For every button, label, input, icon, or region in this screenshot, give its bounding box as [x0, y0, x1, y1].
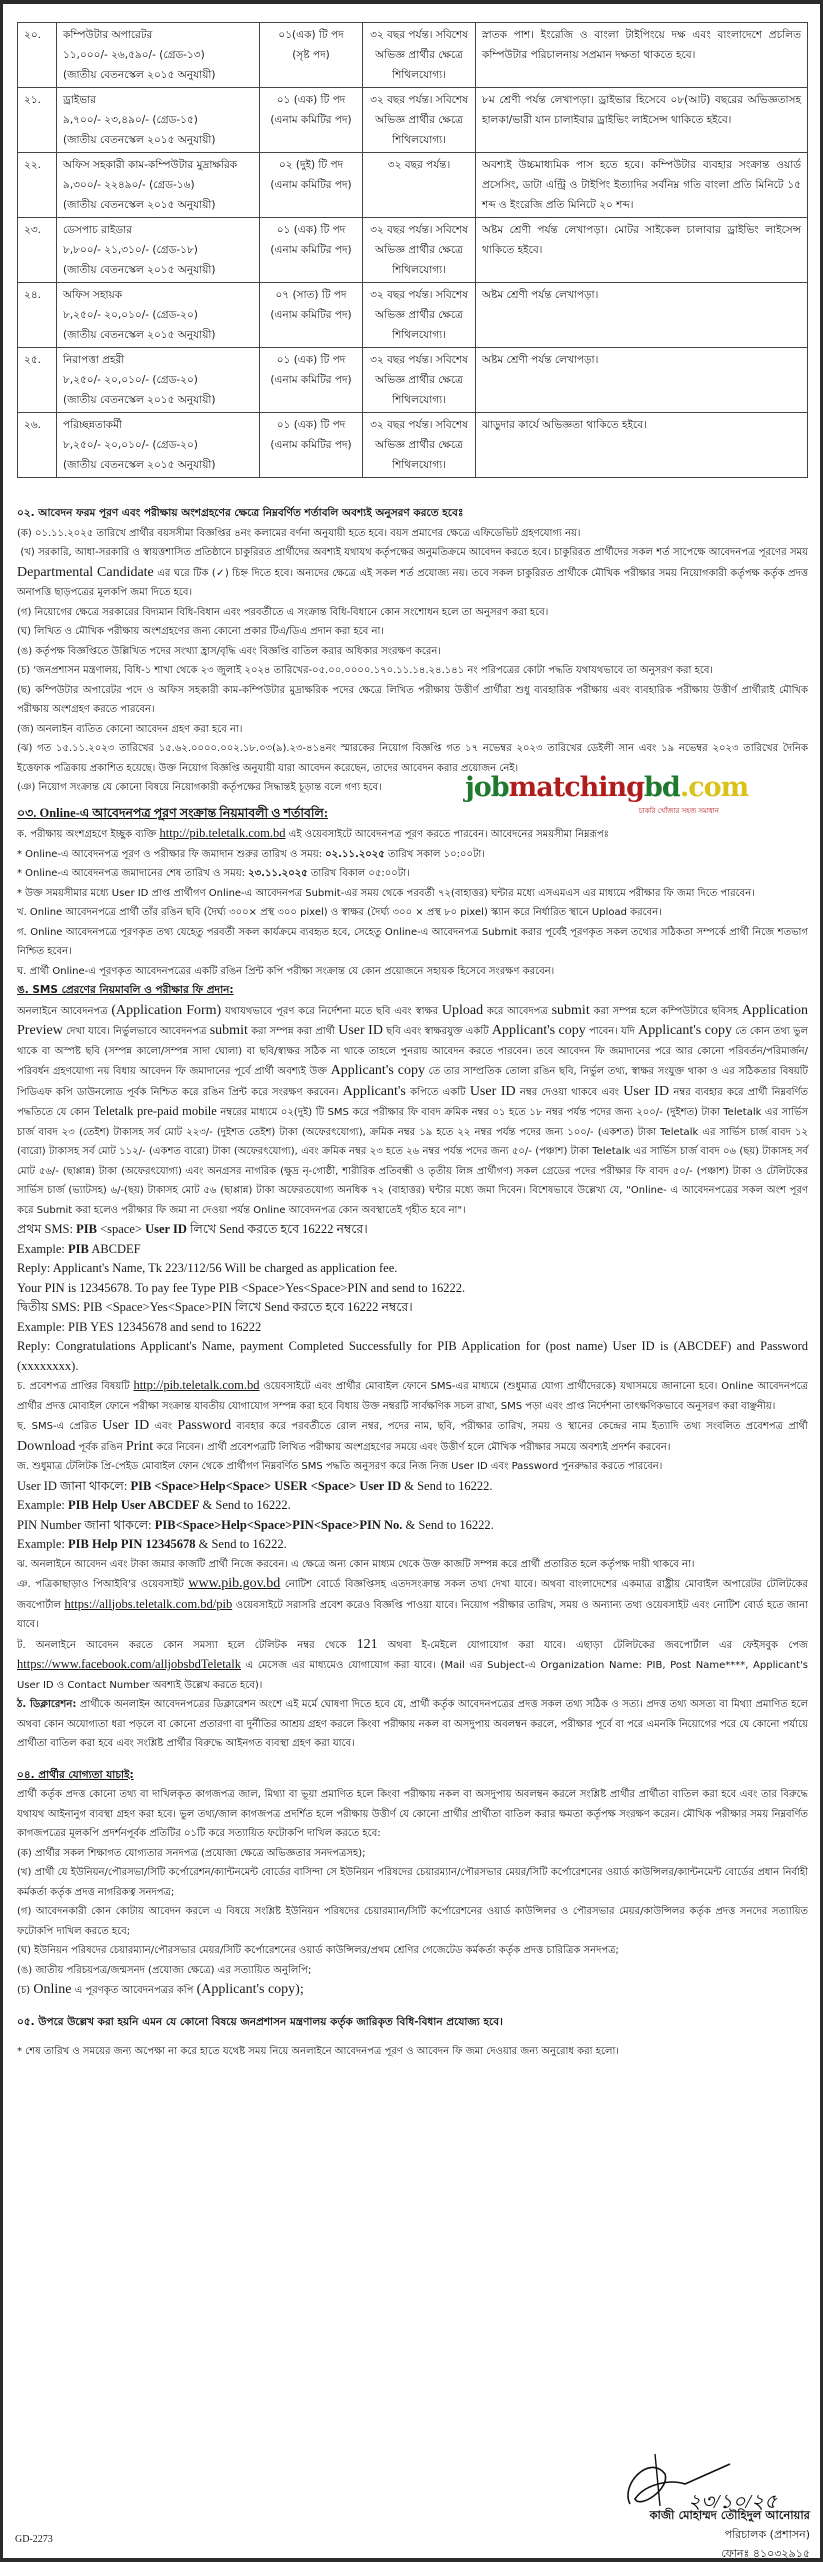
sms-paragraph: অনলাইনে আবেদনপত্র (Application Form) যথাযথভাবে পূরণ করে নির্দেশনা মতে ছবি এবং স্বাক্ষর Upload করে আবেদপত্র submit করা সম্পন্ন হলে কম্পিউটারে ছবিসহ Application Preview দেখা যাবে। নির্ভুলভাবে আবেদনপত্র submit করা সম্পন্ন করা প্রার্থী User ID ছবি এবং স্বাক্ষরযুক্ত একটি Applicant's copy পাবেন। যদি Applicant's copy তে কোন তথ্য ভুল থাকে বা অস্পষ্ট ছবি (সম্পন্ন কালো/সম্পন্ন সাদা ঘোলা) বা ছবি/স্বাক্ষর সঠিক না থাকে তাহলে পুনরায় আবেদন করতে পারবেন। তবে আবেদন ফি জমাদানের পরে আর কোনো পরিবর্তন/পরিমার্জন/পরিবর্ধন গ্রহণযোগ্য নয় বিধায় আবেদন ফি জমাদানের পূর্বে প্রার্থী অবশ্যই উক্ত Applicant's copy তে তার সাম্প্রতিক তোলা রঙিন ছবি, নির্ভুল তথ্য, স্বাক্ষর সংযুক্ত থাকা ও এর সঠিকতার বিষয়টি পিডিএফ কপি ডাউনলোড পূর্বক নিশ্চিত করে রঙিন প্রিন্ট করে সংরক্ষণ করবেন। Applicant's কপিতে একটি User ID নম্বর দেওয়া থাকবে এবং User ID নম্বর ব্যবহার করে প্রার্থী নিম্নবর্ণিত পদ্ধতিতে যে কোন Teletalk pre-paid mobile নম্বরের মাধ্যমে ০২(দুই) টি SMS করে পরীক্ষার ফি বাবদ ক্রমিক নম্বর ০১ হতে ১৮ নম্বর পর্যন্ত পদের জন্য ২০০/- (দুইশত) টাকা Teletalk এর সার্ভিস চার্জ বাবদ ২৩ (তেইশ) টাকাসহ সর্ব মোট ২২৩/- (দুইশত তেইশ) টাকা (অফেরৎযোগ্য), ক্রমিক নম্বর ১৯ হতে ২২ নম্বর পর্যন্ত পদের জন্য ১০০/- (একশত) টাকা Teletalk এর সার্ভিস চার্জ বাবদ ১২ (বারো) টাকাসহ সর্ব মোট ১১২/- (একশত বারো) টাকা (অফেরৎযোগ্য), এবং ক্রমিক নম্বর ২৩ হতে ২৬ নম্বর পর্যন্ত পদের জন্য ৫০/- (পঞ্চাশ) টাকা Teletalk এর সার্ভিস চার্জ বাবদ ০৬ (ছয়) টাকাসহ সর্ব মোট ৫৬/- (ছাপ্পান্ন) টাকা (অফেরৎযোগ্য) এবং অনগ্রসর নাগরিক (ক্ষুদ্র নৃ-গোষ্ঠী, শারীরিক প্রতিবন্ধী ও তৃতীয় লিঙ্গ প্রার্থীগণ) সকল গ্রেডের পদের পরীক্ষার ফি বাবদ ৫০/- (পঞ্চাশ) টাকা ও টেলিটকের সার্ভিস চার্জ (ভ্যাটসহ) ৬/-(ছয়) টাকাসহ মোট ৫৬ (ছাপ্পান্ন) টাকা অফেরতযোগ্য অনধিক ৭২ (বাহাত্তর) ঘন্টার মধ্যে জমা দিবেন। বিশেষভাবে উল্লেখ্য যে, "Online- এ আবেদনপত্রের সকল অংশ পূরণ করে Submit করা হলেও পরীক্ষার ফি জমা না দেওয়া পর্যন্ত Online আবেদনপত্র কোন অবস্থাতেই গৃহীত হবে না"। — [17, 1002, 809, 1216]
cell-age: ৩২ বছর পর্যন্ত। সবিশেষ অভিজ্ঞ প্রার্থীর ক্ষেত্রে শিথিলযোগ্য। — [363, 218, 476, 283]
condition-ka: (ক) ০১.১১.২০২৫ তারিখে প্রার্থীর বয়সসীমা বিজ্ঞপ্তির ৪নং কলামের বর্ণনা অনুযায়ী হতে হবে। বয়স প্রমাণের ক্ষেত্রে এফিডেভিট গ্রহণযোগ্য নয়। — [17, 527, 581, 539]
signatory-title: পরিচালক (প্রশাসন) — [724, 2528, 810, 2541]
cell-post: অফিস সহকারী কাম-কম্পিউটার মুদ্রাক্ষরিক ৯,৩০০/- ২২৪৯০/- (গ্রেড-১৬) (জাতীয় বেতনস্কেল ২০১৫ অনুযায়ী) — [57, 153, 260, 218]
cell-qual: ঝাড়ুদার কার্যে অভিজ্ঞতা থাকিতে হইবে। — [476, 413, 808, 478]
table-row — [18, 218, 808, 283]
reply-2: Reply: Congratulations Applicant's Name, payment Completed Successfully for PIB Application for (post name) User ID is (ABCDEF) and Password (xxxxxxxx). — [17, 1339, 808, 1373]
example-1: Example: PIB ABCDEF — [17, 1241, 141, 1256]
cell-sl: ২০. — [18, 23, 57, 88]
cell-post: অফিস সহায়ক ৮,২৫০/- ২০,০১০/- (গ্রেড-২০) (জাতীয় বেতনস্কেল ২০১৫ অনুযায়ী) — [57, 283, 260, 348]
cell-post: কম্পিউটার অপারেটর ১১,০০০/- ২৬,৫৯০/- (গ্রেড-১৩) (জাতীয় বেতনস্কেল ২০১৫ অনুযায়ী) — [57, 23, 260, 88]
eligibility-item: (ঙ) জাতীয় পরিচয়পত্র/জন্মসনদ (প্রযোজ্য ক্ষেত্রে) এর সত্যায়িত অনুলিপি; — [17, 1964, 312, 1976]
eligibility-item-ca: (চ) Online এ পূরণকৃত আবেদনপত্রর কপি (Applicant's copy); — [17, 1982, 304, 1997]
cell-sl: ২২. — [18, 153, 57, 218]
cell-qual: অবশ্যই উচ্চমাধ্যমিক পাস হতে হবে। কম্পিউটার ব্যবহার সংক্রান্ত ওয়ার্ড প্রসেসিং, ডাটা এন্ট্রি ও টাইপিং ইত্যাদির সর্বনিম্ন গতি বাংলা প্রতি মিনিটে ১৫ শব্দ ও ইংরেজি প্রতি মিনিটে ২০ শব্দ। — [476, 153, 808, 218]
cell-count: ০১ (এক) টি পদ (এনাম কমিটির পদ) — [260, 88, 363, 153]
section-5-heading: ০৫. উপরে উল্লেখ করা হয়নি এমন যে কোনো বিষয়ে জনপ্রশাসন মন্ত্রণালয় কর্তৃক জারিকৃত বিধি-বিধান প্রযোজ্য হবে। — [17, 2015, 503, 2028]
posts-table — [17, 22, 808, 478]
cell-count: ০২ (দুই) টি পদ (এনাম কমিটির পদ) — [260, 153, 363, 218]
condition-ga: (গ) নিয়োগের ক্ষেত্রে সরকারের বিদ্যমান বিধি-বিধান এবং পরবর্তীতে এ সংক্রান্ত বিধি-বিধানে কোন সংশোধন হলে তা অনুসরণ করা হবে। — [17, 606, 549, 618]
pib-website-link[interactable]: www.pib.gov.bd — [188, 1576, 281, 1591]
uid-known: User ID জানা থাকলে: PIB <Space>Help<Space> USER <Space> User ID & Send to 16222. — [17, 1478, 493, 1493]
cell-sl: ২৪. — [18, 283, 57, 348]
table-row — [18, 153, 808, 218]
cell-count: ০১ (এক) টি পদ (এনাম কমিটির পদ) — [260, 348, 363, 413]
cell-post: ডেসপাচ রাইডার ৮,৮০০/- ২১,৩১০/- (গ্রেড-১৮) (জাতীয় বেতনস্কেল ২০১৫ অনুযায়ী) — [57, 218, 260, 283]
note-jha: ঝ. অনলাইনে আবেদন এবং টাকা জমার কাজটি প্রার্থী নিজে করবেন। এ ক্ষেত্রে অন্য কোন মাধ্যম থেকে উক্ত কাজটি সম্পন্ন করে প্রার্থী প্রতারিত হলে কর্তৃপক্ষ দায়ী থাকবে না। — [17, 1558, 695, 1570]
cell-count: ০১(এক) টি পদ (সৃষ্ট পদ) — [260, 23, 363, 88]
cell-qual: স্নাতক পাশ। ইংরেজি ও বাংলা টাইপিংয়ে দক্ষ এবং বাংলাদেশে প্রচলিত কম্পিউটার পরিচালনায় সপ্রমান দক্ষতা থাকতে হবে। — [476, 23, 808, 88]
condition-cha: (ছ) কম্পিউটার অপারেটর পদে ও অফিস সহকারী কাম-কম্পিউটার মুদ্রাক্ষরিক পদের ক্ষেত্রে লিখিত পরীক্ষায় উত্তীর্ণ প্রার্থীরা শুধু ব্যবহারিক পরীক্ষায় এবং ব্যবহারিক পরীক্ষায় উত্তীর্ণ প্রার্থীরাই মৌখিক পরীক্ষায় অংশগ্রহণ করতে পারবেন। — [17, 684, 808, 715]
cell-age: ৩২ বছর পর্যন্ত। সবিশেষ অভিজ্ঞ প্রার্থীর ক্ষেত্রে শিথিলযোগ্য। — [363, 23, 476, 88]
condition-kha: (খ) সরকারি, আধা-সরকারি ও স্বায়ত্তশাসিত প্রতিষ্ঠানে চাকুরিরত প্রার্থীদের অবশ্যই যথাযথ কর্তৃপক্ষের অনুমতিক্রমে আবেদন করতে হবে। চাকুরিরত প্রার্থীদের সকল শর্ত সাপেক্ষে আবেদনপত্র পূরণের সময় Departmental Candidate এর ঘরে টিক (✓) চিহ্ন দিতে হবে। অন্যদের ক্ষেত্রে এই সকল শর্ত প্রযোজ্য নয়। তবে সকল চাকুরিরত প্রার্থীকে মৌখিক পরীক্ষার সময় নিয়োগকারী কর্তৃপক্ষ কর্তৃক প্রদত্ত অনাপত্তি ছাড়পত্রের মূলকপি জমা দিতে হবে। — [17, 547, 808, 598]
deadline-note: * শেষ তারিখ ও সময়ের জন্য অপেক্ষা না করে হাতে যথেষ্ট সময় নিয়ে অনলাইনে আবেদনপত্র পূরণ ও আবেদন ফি জমা দেওয়ার জন্য অনুরোধ করা হলো। — [17, 2046, 619, 2057]
section-4-heading: ০৪. প্রার্থীর যোগ্যতা যাচাই: — [17, 1768, 134, 1781]
online-ka: ক. পরীক্ষায় অংশগ্রহণে ইচ্ছুক ব্যক্তি http://pib.teletalk.com.bd এই ওয়েবসাইটে আবেদনপত্র পূরণ করতে পারবেন। আবেদনের সময়সীমা নিম্নরূপঃ — [17, 826, 609, 840]
cell-count: ০১ (এক) টি পদ (এনাম কমিটির পদ) — [260, 413, 363, 478]
online-fee-window: * উক্ত সময়সীমার মধ্যে User ID প্রাপ্ত প্রার্থীগণ Online-এ আবেদনপত্র Submit-এর সময় থেকে পরবর্তী ৭২(বাহাত্তর) ঘন্টার মধ্যে এসএমএস এর মাধ্যমে পরীক্ষার ফি জমা দিতে পারবেন। — [17, 887, 755, 899]
teletalk-link[interactable]: http://pib.teletalk.com.bd — [159, 826, 286, 840]
condition-nio: (ঞ) নিয়োগ সংক্রান্ত যে কোনো বিষয়ে নিয়োগকারী কর্তৃপক্ষের সিদ্ধান্তই চূড়ান্ত বলে গণ্য হবে। — [17, 782, 382, 793]
online-ga: গ. Online আবেদনপত্রে পূরণকৃত তথ্য যেহেতু পরবর্তী সকল কার্যক্রমে ব্যবহৃত হবে, সেহেতু Online-এ আবেদনপত্র Submit করার পূর্বেই পূরণকৃত সকল তথ্যের সঠিকতা সম্পর্কে প্রার্থী নিজে শতভাগ নিশ্চিত হবেন। — [17, 926, 808, 957]
cell-qual: ৮ম শ্রেণী পর্যন্ত লেখাপড়া। ড্রাইভার হিসেবে ০৮(আট) বছরের অভিজ্ঞতাসহ হালকা/ভারী যান চালাইবার ড্রাইভিং লাইসেন্স থাকিতে হইবে। — [476, 88, 808, 153]
online-end-date: * Online-এ আবেদনপত্র জমাদানের শেষ তারিখ ও সময়: ২৩.১১.২০২৫ তারিখ বিকাল ০৫:০০টা। — [17, 868, 410, 879]
cell-age: ৩২ বছর পর্যন্ত। — [363, 153, 476, 218]
eligibility-item: (ঘ) ইউনিয়ন পরিষদের চেয়ারম্যান/পৌরসভার মেয়র/সিটি কর্পোরেশনের ওয়ার্ড কাউন্সিলর/প্রথম শ্রেণির গেজেটেড কর্মকর্তা কর্তৃক প্রদত্ত চারিত্রিক সনদপত্র; — [17, 1945, 619, 1956]
signatory — [649, 2506, 810, 2563]
section-5 — [17, 2013, 808, 2062]
cell-qual: অষ্টম শ্রেণী পর্যন্ত লেখাপড়া। মোটর সাইকেল চালাবার ড্রাইভিং লাইসেন্স থাকিতে হইবে। — [476, 218, 808, 283]
cell-sl: ২১. — [18, 88, 57, 153]
cell-post: নিরাপত্তা প্রহরী ৮,২৫০/- ২০,০১০/- (গ্রেড-২০) (জাতীয় বেতনস্কেল ২০১৫ অনুযায়ী) — [57, 348, 260, 413]
cell-age: ৩২ বছর পর্যন্ত। সবিশেষ অভিজ্ঞ প্রার্থীর ক্ষেত্রে শিথিলযোগ্য। — [363, 348, 476, 413]
uid-example: Example: PIB Help User ABCDEF & Send to 16222. — [17, 1498, 291, 1512]
table-row — [18, 348, 808, 413]
table-row — [18, 413, 808, 478]
cell-qual: অষ্টম শ্রেণী পর্যন্ত লেখাপড়া। — [476, 283, 808, 348]
alljobs-link[interactable]: https://alljobs.teletalk.com.bd/pib — [64, 1596, 233, 1611]
logo-tagline: চাকরি খোঁজার সহজ সমাধান — [638, 807, 719, 815]
recovery-ja: জ. শুধুমাত্র টেলিটক প্রি-পেইড মোবাইল ফোন থেকে প্রার্থীগণ নিম্নবর্ণিত SMS পদ্ধতি অনুসরণ করে নিজ নিজ User ID এবং Password পুনরুদ্ধার করতে পারবেন। — [17, 1461, 663, 1472]
reply-1b: Your PIN is 12345678. To pay fee Type PIB <Space>Yes<Space>PIN and send to 16222. — [17, 1280, 466, 1295]
cell-post: ড্রাইভার ৯,৭০০/- ২৩,৪৯০/- (গ্রেড-১৫) (জাতীয় বেতনস্কেল ২০১৫ অনুযায়ী) — [57, 88, 260, 153]
condition-ja: (জ) অনলাইন ব্যতিত কোনো আবেদন গ্রহণ করা হবে না। — [17, 723, 243, 735]
online-start-date: * Online-এ আবেদনপত্র পূরণ ও পরীক্ষার ফি জমাদান শুরুর তারিখ ও সময়: ০২.১১.২০২৫ তারিখ সকাল ১০:০০টা। — [17, 848, 485, 860]
cell-count: ০১ (এক) টি পদ (এনাম কমিটির পদ) — [260, 218, 363, 283]
example-2: Example: PIB YES 12345678 and send to 16222 — [17, 1319, 262, 1334]
table-row — [18, 88, 808, 153]
second-sms: দ্বিতীয় SMS: PIB <Space>Yes<Space>PIN লিখে Send করতে হবে 16222 নম্বরে। — [17, 1300, 413, 1314]
admit-card-cha: ছ. SMS-এ প্রেরিত User ID এবং Password ব্যবহার করে পরবর্তীতে রোল নম্বর, পদের নাম, ছবি, পরীক্ষার তারিখ, সময় ও স্থানের কেন্দ্রের নাম ইত্যাদি তথ্য সংবলিত প্রবেশপত্র প্রার্থী Download পূর্বক রঙিন Print করে নিবেন। প্রার্থী প্রবেশপত্রটি লিখিত পরীক্ষায় অংশগ্রহণের সময়ে এবং উত্তীর্ণ হলে মৌখিক পরীক্ষার সময়ে অবশ্যই প্রদর্শন করবেন। — [17, 1418, 808, 1454]
section-3-heading: ০৩. Online-এ আবেদনপত্র পূরণ সংক্রান্ত নিয়মাবলী ও শর্তাবলি: — [17, 805, 328, 820]
cell-age: ৩২ বছর পর্যন্ত। সবিশেষ অভিজ্ঞ প্রার্থীর ক্ষেত্রে শিথিলযোগ্য। — [363, 283, 476, 348]
eligibility-intro: প্রার্থী কর্তৃক প্রদত্ত কোনো তথ্য বা দাখিলকৃত কাগজপত্র জাল, মিথ্যা বা ভূয়া প্রমাণিত হলে কিংবা পরীক্ষায় নকল বা অসদুপায় অবলম্বন করলে সংশ্লিষ্ট প্রার্থীর প্রার্থীতা বাতিল করা হবে এবং তার বিরুদ্ধে যথাযথ আইনানুগ ব্যবস্থা গ্রহণ করা হবে। ভুল তথ্য/জাল কাগজপত্র প্রদর্শিত হলে পরীক্ষায় উত্তীর্ণ যে কোনো প্রার্থীর প্রার্থীতা বাতিল করার ক্ষমতা কর্তৃপক্ষ সংরক্ষণ করেন। মৌখিক পরীক্ষার সময় নিম্নবর্ণিত কাগজপত্রের মূলকপি প্রদর্শনপূর্বক প্রতিটির ০১টি করে সত্যায়িত ফটোকপি দাখিল করতে হবে: — [17, 1789, 808, 1839]
eligibility-item: (ক) প্রার্থীর সকল শিক্ষাগত যোগ্যতার সনদপত্র (প্রযোজ্য ক্ষেত্রে অভিজ্ঞতার সনদপত্রসহ); — [17, 1847, 366, 1859]
first-sms: প্রথম SMS: PIB <space> User ID লিখে Send করতে হবে 16222 নম্বরে। — [17, 1222, 368, 1236]
cell-sl: ২৬. — [18, 413, 57, 478]
svg-text:২৩/১০/২৫: ২৩/১০/২৫ — [688, 2491, 778, 2513]
table-row — [18, 283, 808, 348]
eligibility-item: (গ) আবেদনকারী কোন কোটায় আবেদন করলে এ বিষয়ে সংশ্লিষ্ট ইউনিয়ন পরিষদের চেয়ারম্যান/সিটি কর্পোরেশনের ওয়ার্ড কাউন্সিলর ও পৌরসভার মেয়র/কাউন্সিলর কর্তৃক প্রদত্ত সনদের সত্যায়িত ফটোকপি দাখিল করতে হবে; — [17, 1906, 808, 1937]
signatory-name: কাজী মোহাম্মদ তৌহিদুল আনোয়ার — [649, 2508, 810, 2522]
pin-known: PIN Number জানা থাকলে: PIB<Space>Help<Space>PIN<Space>PIN No. & Send to 16222. — [17, 1517, 494, 1532]
notice-body — [17, 22, 808, 2062]
eligibility-item: (খ) প্রার্থী যে ইউনিয়ন/পৌরসভা/সিটি কর্পোরেশন/ক্যান্টনমেন্ট বোর্ডের বাসিন্দা সে ইউনিয়ন পরিষদের চেয়ারম্যান/পৌরসভার মেয়র/সিটি কর্পোরেশনের ওয়ার্ড কাউন্সিলর/ক্যান্টনমেন্ট বোর্ডের প্রধান নির্বাহী কর্মকর্তা কর্তৃক প্রদত্ত নাগরিকত্ব সনদপত্র; — [17, 1867, 808, 1898]
online-gha: ঘ. প্রার্থী Online-এ পূরণকৃত আবেদনপত্রের একটি রঙিন প্রিন্ট কপি পরীক্ষা সংক্রান্ত যে কোন প্রয়োজনে সহায়ক হিসেবে সংরক্ষণ করবেন। — [17, 965, 555, 977]
signatory-phone: ফোনঃ ৪১০৩২৯১৫ — [721, 2547, 810, 2560]
note-nio: ঞ. পত্রিকাছাড়াও পিআইবি'র ওয়েবসাইট www.pib.gov.bd নোটিশ বোর্ডে বিজ্ঞপ্তিসহ এতদসংক্রান্ত সকল তথ্য দেখা যাবে। অথবা বাংলাদেশের একমাত্র রাষ্ট্রীয় মোবাইল অপারেটর টেলিটকের জবপোর্টাল https://alljobs.teletalk.com.bd/pib ওয়েবসাইটে সরাসরি প্রবেশ করেও বিজ্ঞপ্তি পাওয়া যাবে। নিয়োগ পরীক্ষার তারিখ, সময় ও অন্যান্য তথ্য ওয়েবসাইট এবং নোটিশ বোর্ড হতে জানা যাবে। — [17, 1576, 808, 1630]
pin-example: Example: PIB Help PIN 12345678 & Send to 16222. — [17, 1537, 287, 1551]
section-online — [17, 804, 808, 1754]
sms-heading: ঙ. SMS প্রেরণের নিয়মাবলি ও পরীক্ষার ফি প্রদান: — [17, 984, 234, 996]
note-ta: ট. অনলাইনে আবেদন করতে কোন সমস্যা হলে টেলিটক নম্বর থেকে 121 অথবা ই-মেইলে যোগাযোগ করা যাবে। এছাড়া টেলিটকের জবপোর্টাল এর ফেইসবুক পেজ https://www.facebook.com/alljobsbdTeletalk এ মেসেজ এর মাধ্যমেও যোগাযোগ করা যাবে। (Mail এর Subject-এ Organization Name: PIB, Post Name****, Applicant's User ID ও Contact Number অবশ্যই উল্লেখ করতে হবে)। — [17, 1636, 809, 1691]
table-row — [18, 23, 808, 88]
cell-count: ০৭ (সাত) টি পদ (এনাম কমিটির পদ) — [260, 283, 363, 348]
declaration: ঠ. ডিক্লারেশন: প্রার্থীকে অনলাইন আবেদনপত্রের ডিক্লারেশন অংশে এই মর্মে ঘোষণা দিতে হবে যে, প্রার্থী কর্তৃক আবেদনপত্রের প্রদত্ত সকল তথ্য সঠিক ও সত্য। প্রদত্ত তথ্য অসত্য বা মিথ্যা প্রমাণিত হলে অথবা কোন অযোগ্যতা ধরা পড়লে বা কোনো প্রতারণা বা দুর্নীতির আশ্রয় গ্রহণ করলে কিংবা পরীক্ষায় নকল বা অসদুপায় অবলম্বন করলে, পরীক্ষার পূর্বে বা পরে এমনকি নিয়োগের পরে যে কোনো পর্যায়ে প্রার্থীতা বাতিল করা হবে এবং সংশ্লিষ্ট প্রার্থীর বিরুদ্ধে আইনগত ব্যবস্থা গ্রহণ করা যাবে। — [17, 1699, 809, 1749]
cell-sl: ২৩. — [18, 218, 57, 283]
teletalk-link-2[interactable]: http://pib.teletalk.com.bd — [133, 1378, 260, 1392]
cell-sl: ২৫. — [18, 348, 57, 413]
section-2-heading: ০২. আবেদন ফরম পূরণ এবং পরীক্ষায় অংশগ্রহণের ক্ষেত্রে নিম্নবর্ণিত শর্তাবলি অবশ্যই অনুসরণ করতে হবেঃ — [17, 507, 464, 519]
admit-card-ca: চ. প্রবেশপত্র প্রাপ্তির বিষয়টি http://pib.teletalk.com.bd ওয়েবসাইটে এবং প্রার্থীর মোবাইল ফোনে SMS-এর মাধ্যমে (শুধুমাত্র যোগ্য প্রার্থীদেরকে) যথাসময়ে জানানো হবে। Online আবেদনপত্রে প্রার্থীর প্রদত্ত মোবাইল ফোনে পরীক্ষা সংক্রান্ত যাবতীয় যোগাযোগ সম্পন্ন করা হবে বিধায় উক্ত নম্বরটি সার্বক্ষণিক সচল রাখা, SMS পড়া এবং প্রাপ্ত নির্দেশনা তাৎক্ষণিকভাবে অনুসরণ করা বাঞ্ছনীয়। — [17, 1378, 808, 1412]
condition-ca: (চ) 'জনপ্রশাসন মন্ত্রণালয়, বিধি-১ শাখা থেকে ২৩ জুলাই ২০২৪ তারিখের-০৫.০০.০০০০.১৭০.১১.১৪.২৪.১৪১ নং পরিপত্রের কোটা পদ্ধতি যথাযথভাবে তা অনুসরণ করা হবে। — [17, 665, 714, 676]
condition-gha: (ঘ) লিখিত ও মৌখিক পরীক্ষায় অংশগ্রহণের জন্য কোনো প্রকার টিএ/ডিএ প্রদান করা হবে না। — [17, 626, 384, 637]
jobmatchingbd-logo: jobmatchingbd.com চাকরি খোঁজার সহজ সমাধান — [465, 772, 723, 820]
reply-1: Reply: Applicant's Name, Tk 223/112/56 Will be charged as application fee. — [17, 1261, 398, 1275]
online-kha: খ. Online আবেদনপত্রে প্রার্থী তাঁর রঙিন ছবি (দৈর্ঘ্য ৩০০× প্রস্থ ৩০০ pixel) ও স্বাক্ষর (দৈর্ঘ্য ৩০০ × প্রস্থ ৮০ pixel) স্ক্যান করে নির্ধারিত স্থানে Upload করবেন। — [17, 907, 662, 918]
condition-uo: (ঙ) কর্তৃপক্ষ বিজ্ঞপ্তিতে উল্লিখিত পদের সংখ্যা হ্রাস/বৃদ্ধি এবং বিজ্ঞপ্তি বাতিল করার অধিকার সংরক্ষণ করেন। — [17, 645, 441, 657]
cell-post: পরিচ্ছন্নতাকর্মী ৮,২৫০/- ২০,০১০/- (গ্রেড-২০) (জাতীয় বেতনস্কেল ২০১৫ অনুযায়ী) — [57, 413, 260, 478]
cell-age: ৩২ বছর পর্যন্ত। সবিশেষ অভিজ্ঞ প্রার্থীর ক্ষেত্রে শিথিলযোগ্য। — [363, 413, 476, 478]
cell-age: ৩২ বছর পর্যন্ত। সবিশেষ অভিজ্ঞ প্রার্থীর ক্ষেত্রে শিথিলযোগ্য। — [363, 88, 476, 153]
facebook-link[interactable]: https://www.facebook.com/alljobsbdTeletalk — [17, 1657, 241, 1671]
condition-jha: (ঝ) গত ১৫.১১.২০২৩ তারিখের ১৫.৬২.০০০০.০০২.১৮.০৩(৯).২৩-৪১৪নং স্মারকের নিয়োগ বিজ্ঞপ্তি গত ১৭ নভেম্বর ২০২৩ তারিখের ডেইলী সান এবং ১৯ নভেম্বর ২০২৩ তারিখের দৈনিক ইত্তেফাক পত্রিকায় প্রকাশিত হয়েছে। উক্ত নিয়োগ বিজ্ঞপ্তি অনুযায়ী যারা আবেদন করেছেন, তাদের আবেদন করার প্রয়োজন নেই। — [17, 743, 808, 774]
gd-code: GD-2273 — [15, 2534, 53, 2545]
section-eligibility — [17, 1766, 808, 2001]
cell-qual: অষ্টম শ্রেণী পর্যন্ত লেখাপড়া। — [476, 348, 808, 413]
